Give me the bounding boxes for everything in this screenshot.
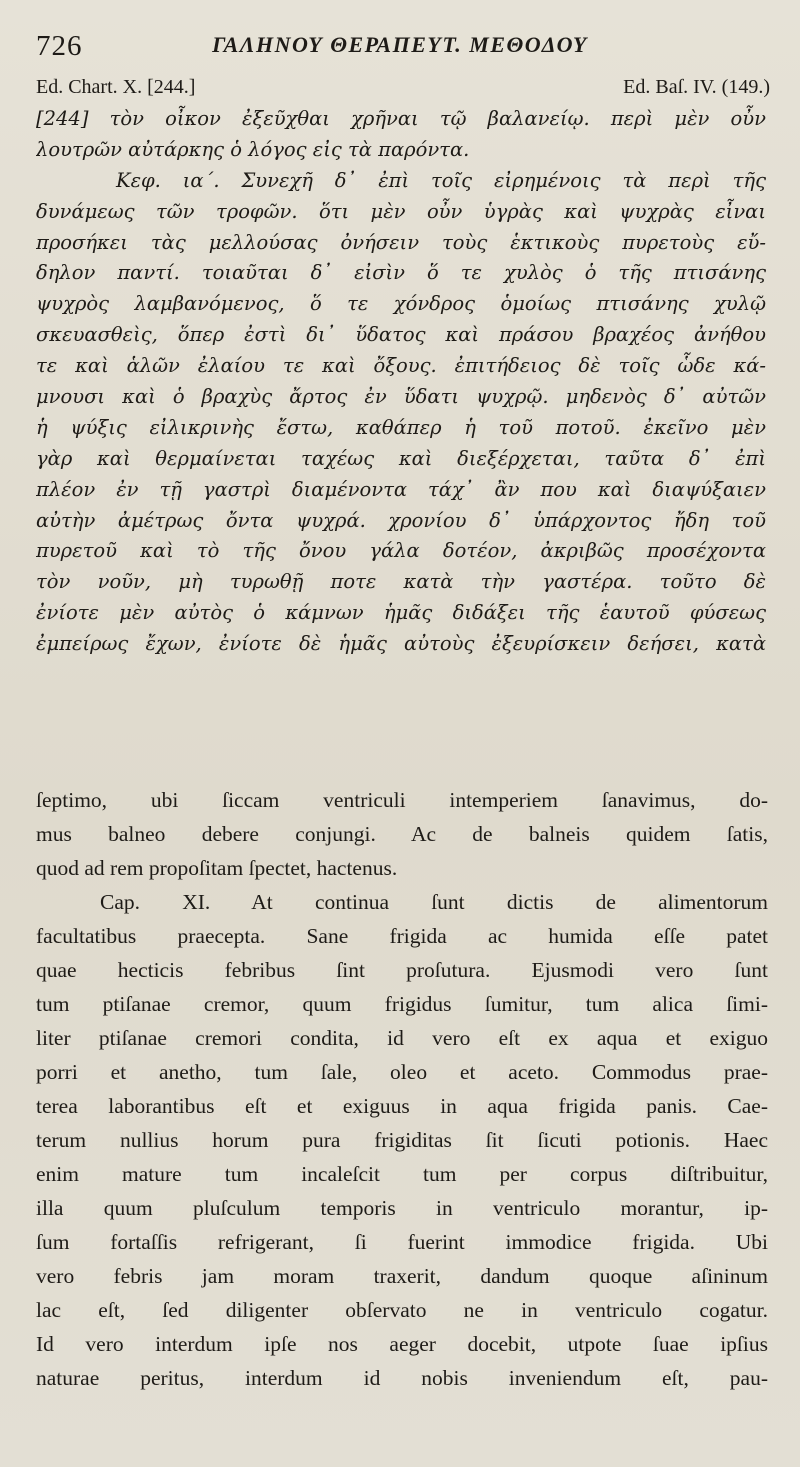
latin-line: facultatibus praecepta. Sane frigida ac humida eſſe patet: [36, 924, 768, 948]
latin-line: lac eſt, ſed diligenter obſervato ne in ventriculo cogatur.: [36, 1298, 768, 1322]
greek-line: γὰρ καὶ θερμαίνεται ταχέως καὶ διεξέρχεται, ταῦτα δ᾽ ἐπὶ: [36, 446, 766, 470]
latin-line: quod ad rem propoſitam ſpectet, hactenus.: [36, 856, 398, 880]
greek-line: τε καὶ ἁλῶν ἐλαίου τε καὶ ὄξους. ἐπιτήδειος δὲ τοῖς ὧδε κά-: [36, 354, 766, 378]
greek-line: δηλον παντί. τοιαῦται δ᾽ εἰσὶν ὅ τε χυλὸς ὁ τῆς πτισάνης: [36, 261, 766, 285]
latin-line: naturae peritus, interdum id nobis inveniendum eſt, pau-: [36, 1366, 768, 1390]
greek-chapter-heading-line: Κεφ. ια΄. Συνεχῆ δ᾽ ἐπὶ τοῖς εἰρημένοις τὰ περὶ τῆς: [116, 168, 766, 192]
latin-line: ſum fortaſſis refrigerant, ſi fuerint immodice frigida. Ubi: [36, 1230, 768, 1254]
latin-line: quae hecticis febribus ſint proſutura. Ejusmodi vero ſunt: [36, 958, 768, 982]
greek-line: προσήκει τὰς μελλούσας ὀνήσειν τοὺς ἑκτικοὺς πυρετοὺς εὔ-: [36, 230, 766, 254]
latin-line: Id vero interdum ipſe nos aeger docebit, utpote ſuae ipſius: [36, 1332, 768, 1356]
greek-line: πυρετοῦ καὶ τὸ τῆς ὄνου γάλα δοτέον, ἀκριβῶς προσέχοντα: [36, 539, 766, 563]
edition-basel-reference: Ed. Baſ. IV. (149.): [623, 76, 770, 98]
latin-line: mus balneo debere conjungi. Ac de balneis quidem ſatis,: [36, 822, 768, 846]
greek-line: μνουσι καὶ ὁ βραχὺς ἄρτος ἐν ὕδατι ψυχρῷ. μηδενὸς δ᾽ αὐτῶν: [36, 385, 766, 409]
greek-line: λουτρῶν αὐτάρκης ὁ λόγος εἰς τὰ παρόντα.: [36, 137, 470, 161]
greek-line: αὐτὴν ἀμέτρως ὄντα ψυχρά. χρονίου δ᾽ ὑπάρχοντος ἤδη τοῦ: [36, 508, 766, 532]
greek-line: δυνάμεως τῶν τροφῶν. ὅτι μὲν οὖν ὑγρὰς καὶ ψυχρὰς εἶναι: [36, 199, 766, 223]
greek-line: ψυχρὸς λαμβανόμενος, ὅ τε χόνδρος ὁμοίως πτισάνης χυλῷ: [36, 292, 766, 316]
running-title: ΓΑΛΗΝΟΥ ΘΕΡΑΠΕΥΤ. ΜΕΘΟΔΟΥ: [212, 32, 588, 57]
latin-line: illa quum pluſculum temporis in ventriculo morantur, ip-: [36, 1196, 768, 1220]
greek-line: πλέον ἐν τῇ γαστρὶ διαμένοντα τάχ᾽ ἂν που καὶ διαψύξαιεν: [36, 477, 766, 501]
greek-line: [244] τὸν οἶκον ἐξεῦχθαι χρῆναι τῷ βαλανείῳ. περὶ μὲν οὖν: [36, 107, 766, 130]
running-head: [36, 28, 764, 68]
latin-chapter-heading-line: Cap. XI. At continua ſunt dictis de alimentorum: [100, 890, 768, 914]
latin-line: terea laborantibus eſt et exiguus in aqua frigida panis. Cae-: [36, 1094, 768, 1118]
latin-line: liter ptiſanae cremori condita, id vero eſt ex aqua et exiguo: [36, 1026, 768, 1050]
greek-text-block: [36, 104, 766, 660]
latin-line: enim mature tum incaleſcit tum per corpus diſtribuitur,: [36, 1162, 768, 1186]
edition-chart-reference: Ed. Chart. X. [244.]: [36, 76, 196, 98]
latin-text-block: [36, 783, 768, 1395]
latin-line: porri et anetho, tum ſale, oleo et aceto. Commodus prae-: [36, 1060, 768, 1084]
latin-line: ſeptimo, ubi ſiccam ventriculi intemperiem ſanavimus, do-: [36, 788, 768, 812]
greek-line: ἐνίοτε μὲν αὐτὸς ὁ κάμνων ἡμᾶς διδάξει τῆς ἑαυτοῦ φύσεως: [36, 601, 766, 625]
greek-line: ἐμπείρως ἔχων, ἐνίοτε δὲ ἡμᾶς αὐτοὺς ἐξευρίσκειν δεήσει, κατὰ: [36, 632, 766, 656]
latin-line: terum nullius horum pura frigiditas ſit ſicuti potionis. Haec: [36, 1128, 768, 1152]
page-number: 726: [36, 30, 83, 62]
greek-line: τὸν νοῦν, μὴ τυρωθῇ ποτε κατὰ τὴν γαστέρα. τοῦτο δὲ: [36, 570, 766, 594]
latin-line: tum ptiſanae cremor, quum frigidus ſumitur, tum alica ſimi-: [36, 992, 768, 1016]
edition-references: [36, 76, 770, 106]
greek-line: σκευασθεὶς, ὅπερ ἐστὶ δι᾽ ὕδατος καὶ πράσου βραχέος ἀνήθου: [36, 323, 766, 347]
latin-line: vero febris jam moram traxerit, dandum quoque aſininum: [36, 1264, 768, 1288]
greek-line: ἡ ψύξις εἰλικρινὴς ἔστω, καθάπερ ἡ τοῦ ποτοῦ. ἐκεῖνο μὲν: [36, 415, 766, 439]
